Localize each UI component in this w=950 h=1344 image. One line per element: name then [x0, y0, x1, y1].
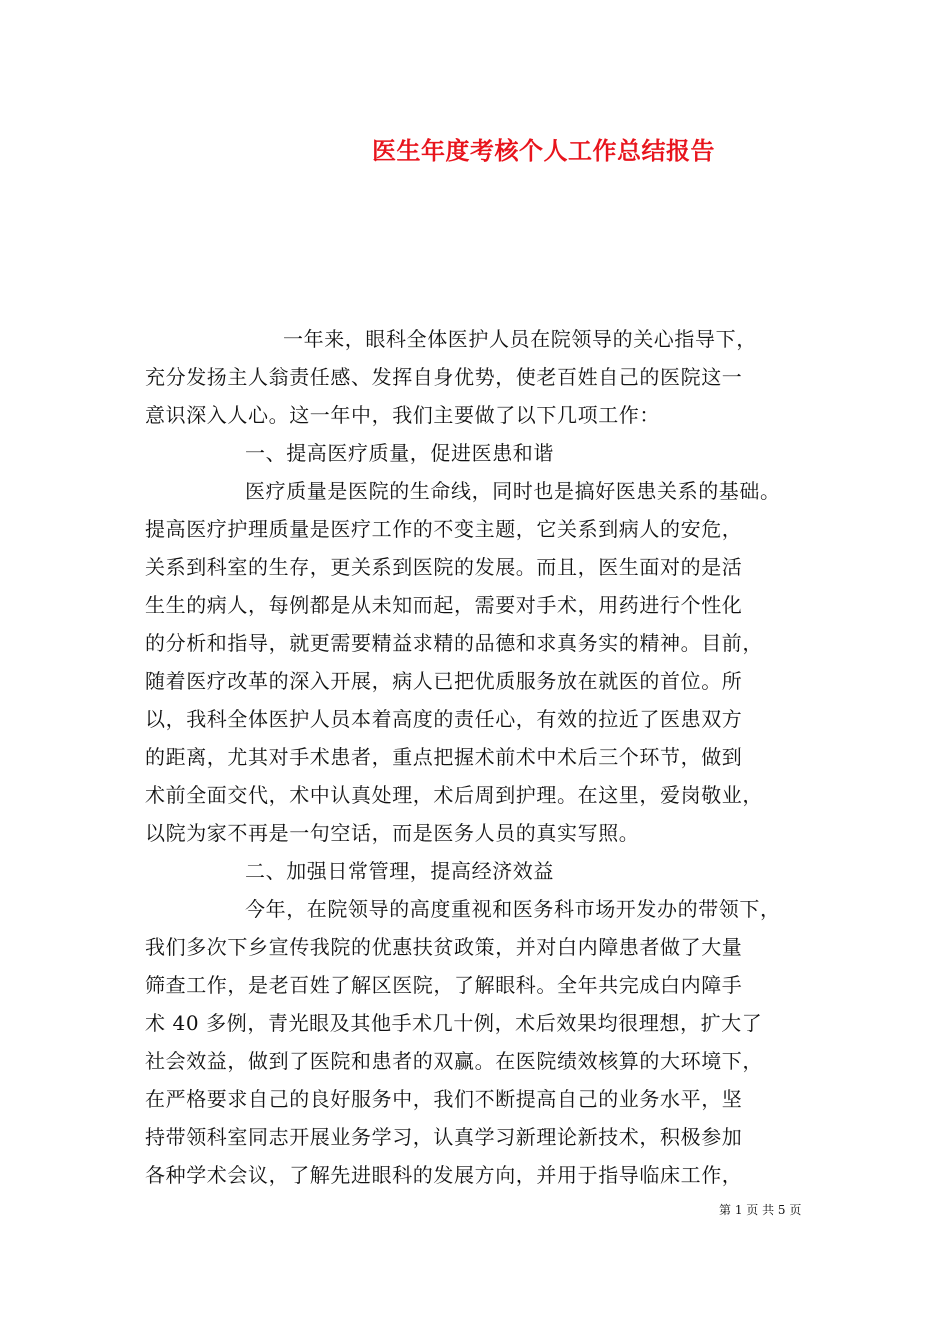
- text-line: 生生的病人，每例都是从未知而起，需要对手术，用药进行个性化: [145, 593, 743, 617]
- text-line: 一年来，眼科全体医护人员在院领导的关心指导下，: [283, 327, 757, 351]
- text-line: 关系到科室的生存，更关系到医院的发展。而且，医生面对的是活: [145, 555, 743, 579]
- text-line: 意识深入人心。这一年中，我们主要做了以下几项工作：: [145, 403, 660, 427]
- page-number-footer: 第 1 页 共 5 页: [719, 1203, 802, 1217]
- section-heading: 一、提高医疗质量，促进医患和谐: [245, 441, 554, 465]
- text-line: 提高医疗护理质量是医疗工作的不变主题，它关系到病人的安危，: [145, 517, 743, 541]
- text-line: 各种学术会议，了解先进眼科的发展方向，并用于指导临床工作，: [145, 1163, 743, 1187]
- section-heading: 二、加强日常管理，提高经济效益: [245, 859, 554, 883]
- document-title: 医生年度考核个人工作总结报告: [372, 136, 715, 165]
- text-line: 社会效益，做到了医院和患者的双赢。在医院绩效核算的大环境下，: [145, 1049, 763, 1073]
- text-line: 医疗质量是医院的生命线，同时也是搞好医患关系的基础。: [245, 479, 781, 503]
- text-line: 筛查工作，是老百姓了解区医院，了解眼科。全年共完成白内障手: [145, 973, 743, 997]
- text-line: 在严格要求自己的良好服务中，我们不断提高自己的业务水平，坚: [145, 1087, 743, 1111]
- text-line: 我们多次下乡宣传我院的优惠扶贫政策，并对白内障患者做了大量: [145, 935, 743, 959]
- text-line: 充分发扬主人翁责任感、发挥自身优势，使老百姓自己的医院这一: [145, 365, 743, 389]
- text-line: 的分析和指导，就更需要精益求精的品德和求真务实的精神。目前，: [145, 631, 763, 655]
- text-line: 以院为家不再是一句空话，而是医务人员的真实写照。: [145, 821, 640, 845]
- text-line: 持带领科室同志开展业务学习，认真学习新理论新技术，积极参加: [145, 1125, 743, 1149]
- text-line: 随着医疗改革的深入开展，病人已把优质服务放在就医的首位。所: [145, 669, 743, 693]
- text-line: 今年，在院领导的高度重视和医务科市场开发办的带领下，: [245, 897, 781, 921]
- text-line: 术 40 多例，青光眼及其他手术几十例，术后效果均很理想，扩大了: [145, 1011, 763, 1035]
- text-line: 以，我科全体医护人员本着高度的责任心，有效的拉近了医患双方: [145, 707, 743, 731]
- text-line: 的距离，尤其对手术患者，重点把握术前术中术后三个环节，做到: [145, 745, 743, 769]
- text-line: 术前全面交代，术中认真处理，术后周到护理。在这里，爱岗敬业，: [145, 783, 763, 807]
- document-body: [145, 320, 825, 1194]
